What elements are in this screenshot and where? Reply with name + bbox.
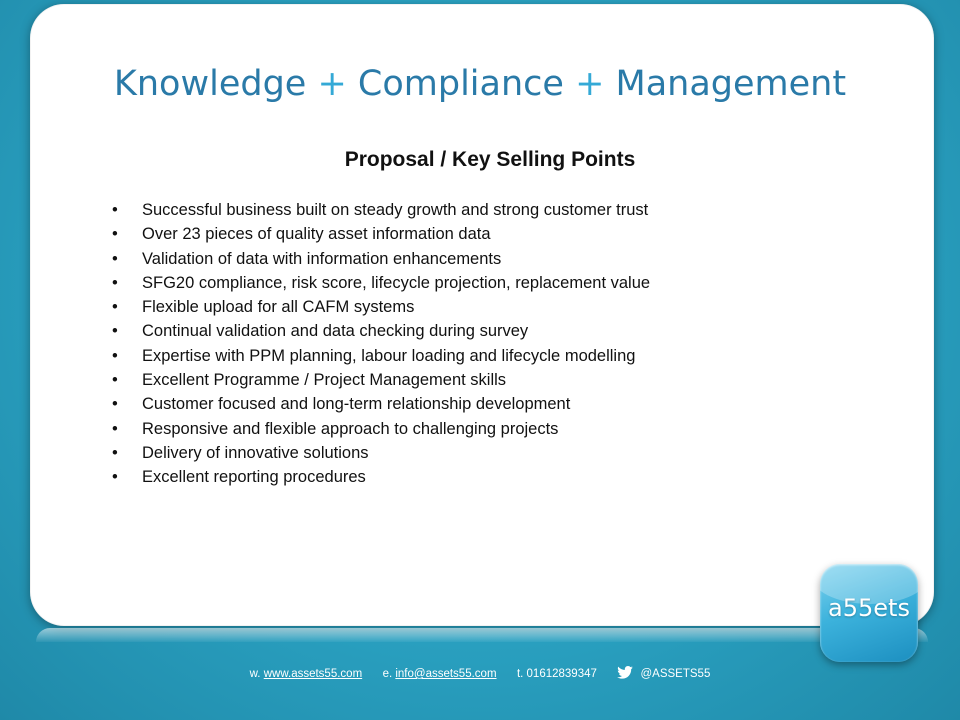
list-item: • Excellent Programme / Project Management skills: [112, 368, 832, 392]
title-plus-2: +: [563, 64, 616, 104]
twitter-icon[interactable]: [617, 666, 633, 679]
list-item: • Responsive and flexible approach to challenging projects: [112, 417, 832, 441]
list-item: • Delivery of innovative solutions: [112, 441, 832, 465]
list-item: • Successful business built on steady growth and strong customer trust: [112, 198, 832, 222]
logo-text: a55ets: [828, 594, 910, 622]
title-plus-1: +: [306, 64, 358, 104]
footer-bar: [0, 640, 960, 720]
list-item: • Continual validation and data checking during survey: [112, 319, 832, 343]
list-item: • Flexible upload for all CAFM systems: [112, 295, 832, 319]
phone-number: 01612839347: [526, 668, 597, 680]
email-prefix: e.: [382, 668, 393, 680]
list-item: • SFG20 compliance, risk score, lifecycle projection, replacement value: [112, 271, 832, 295]
selling-points-list: [112, 198, 832, 490]
footer-contact-line: [0, 666, 960, 680]
list-item: • Validation of data with information enhancements: [112, 247, 832, 271]
email-link[interactable]: info@assets55.com: [395, 668, 497, 680]
section-heading: Proposal / Key Selling Points: [344, 148, 636, 171]
web-prefix: w.: [249, 668, 261, 680]
website-link[interactable]: www.assets55.com: [263, 668, 363, 680]
list-item: • Expertise with PPM planning, labour loading and lifecycle modelling: [112, 344, 832, 368]
slide-title: [0, 64, 960, 104]
list-item: • Over 23 pieces of quality asset information data: [112, 222, 832, 246]
list-item: • Customer focused and long-term relationship development: [112, 392, 832, 416]
twitter-handle: @ASSETS55: [640, 668, 711, 680]
title-compliance: Compliance: [357, 64, 564, 104]
phone-prefix: t.: [516, 668, 524, 680]
list-item: • Excellent reporting procedures: [112, 465, 832, 489]
title-management: Management: [615, 64, 847, 104]
title-knowledge: Knowledge: [113, 64, 307, 104]
